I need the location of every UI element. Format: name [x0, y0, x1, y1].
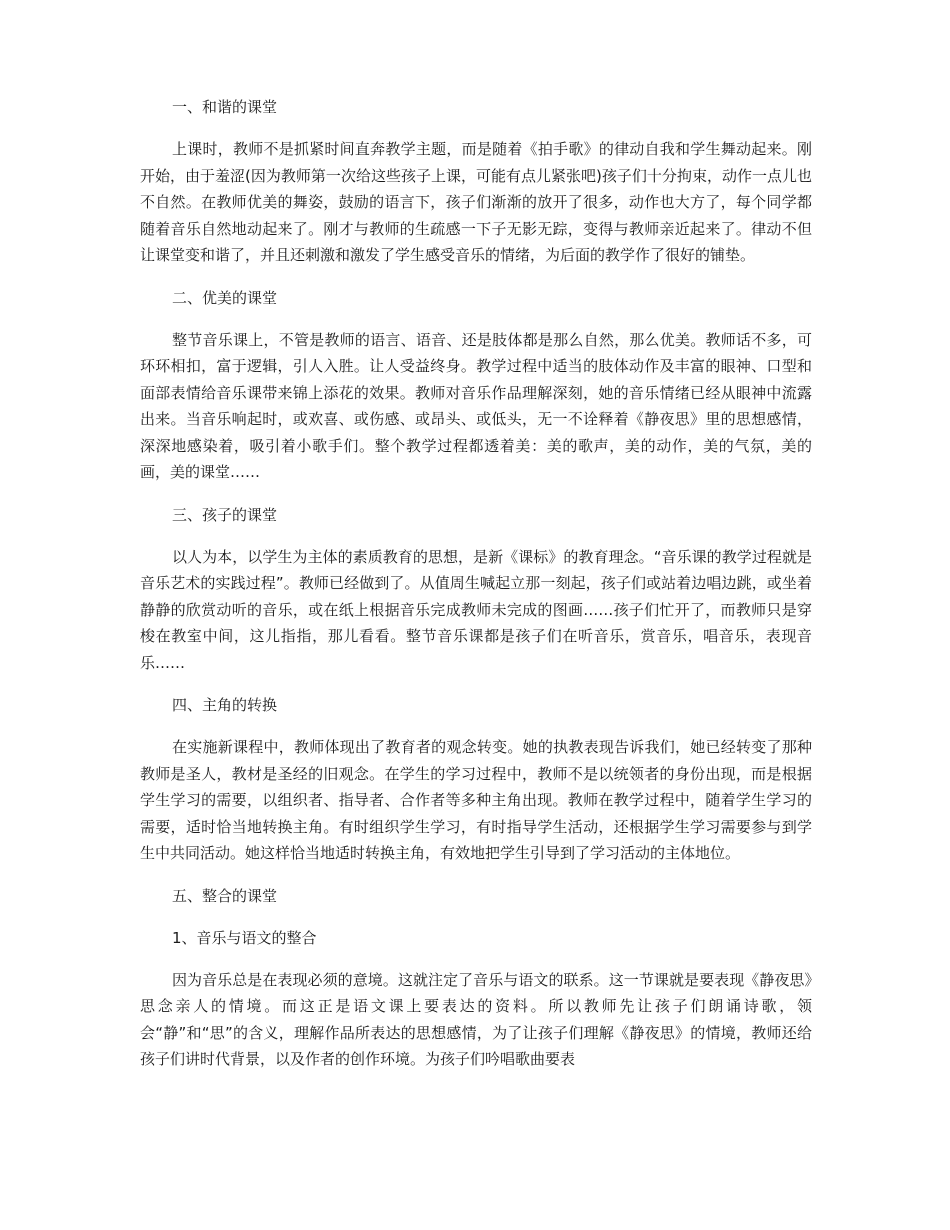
document-body: [140, 94, 812, 1089]
section-paragraph-3: 以人为本，以学生为主体的素质教育的思想，是新《课标》的教育理念。“音乐课的教学过程就是音乐艺术的实践过程”。教师已经做到了。从值周生喊起立那一刻起，孩子们或站着边唱边跳，或坐着静静的欣赏动听的音乐，或在纸上根据音乐完成教师未完成的图画……孩子们忙开了，而教师只是穿梭在教室中间，这儿指指，那儿看看。整节音乐课都是孩子们在听音乐，赏音乐，唱音乐，表现音乐……: [140, 547, 812, 672]
section-heading-1: 一、和谐的课堂: [172, 98, 278, 116]
subsection-heading-5-1: 1、音乐与语文的整合: [172, 928, 317, 947]
section-heading-5: 五、整合的课堂: [172, 886, 278, 905]
section-heading-2: 二、优美的课堂: [172, 288, 278, 307]
section-paragraph-2: 整节音乐课上，不管是教师的语言、语音、还是肢体都是那么自然，那么优美。教师话不多，可环环相扣，富于逻辑，引人入胜。让人受益终身。教学过程中适当的肢体动作及丰富的眼神、口型和面部表情给音乐课带来锦上添花的效果。教师对音乐作品理解深刻，她的音乐情绪已经从眼神中流露出来。当音乐响起时，或欢喜、或伤感、或昂头、或低头，无一不诠释着《静夜思》里的思想感情，深深地感染着，吸引着小歌手们。整个教学过程都透着美：美的歌声，美的动作，美的气氛，美的画，美的课堂……: [140, 330, 812, 481]
section-heading-4: 四、主角的转换: [172, 696, 278, 714]
section-paragraph-4: 在实施新课程中，教师体现出了教育者的观念转变。她的执教表现告诉我们，她已经转变了那种教师是圣人，教材是圣经的旧观念。在学生的学习过程中，教师不是以统领者的身份出现，而是根据学生学习的需要，以组织者、指导者、合作者等多种主角出现。教师在教学过程中，随着学生学习的需要，适时恰当地转换主角。有时组织学生学习，有时指导学生活动，还根据学生学习需要参与到学生中共同活动。她这样恰当地适时转换主角，有效地把学生引导到了学习活动的主体地位。: [140, 738, 812, 862]
section-heading-3: 三、孩子的课堂: [172, 505, 278, 524]
subsection-paragraph-5-1: 因为音乐总是在表现必须的意境。这就注定了音乐与语文的联系。这一节课就是要表现《静夜思》思念亲人的情境。而这正是语文课上要表达的资料。所以教师先让孩子们朗诵诗歌，领会“静”和“思”的含义，理解作品所表达的思想感情，为了让孩子们理解《静夜思》的情境，教师还给孩子们讲时代背景，以及作者的创作环境。为孩子们吟唱歌曲要表: [140, 970, 812, 1068]
section-paragraph-1: 上课时，教师不是抓紧时间直奔教学主题，而是随着《拍手歌》的律动自我和学生舞动起来。刚开始，由于羞涩(因为教师第一次给这些孩子上课，可能有点儿紧张吧)孩子们十分拘束，动作一点儿也不自然。在教师优美的舞姿，鼓励的语言下，孩子们渐渐的放开了很多，动作也大方了，每个同学都随着音乐自然地动起来了。刚才与教师的生疏感一下子无影无踪，变得与教师亲近起来了。律动不但让课堂变和谐了，并且还刺激和激发了学生感受音乐的情绪，为后面的教学作了很好的铺垫。: [140, 140, 812, 264]
